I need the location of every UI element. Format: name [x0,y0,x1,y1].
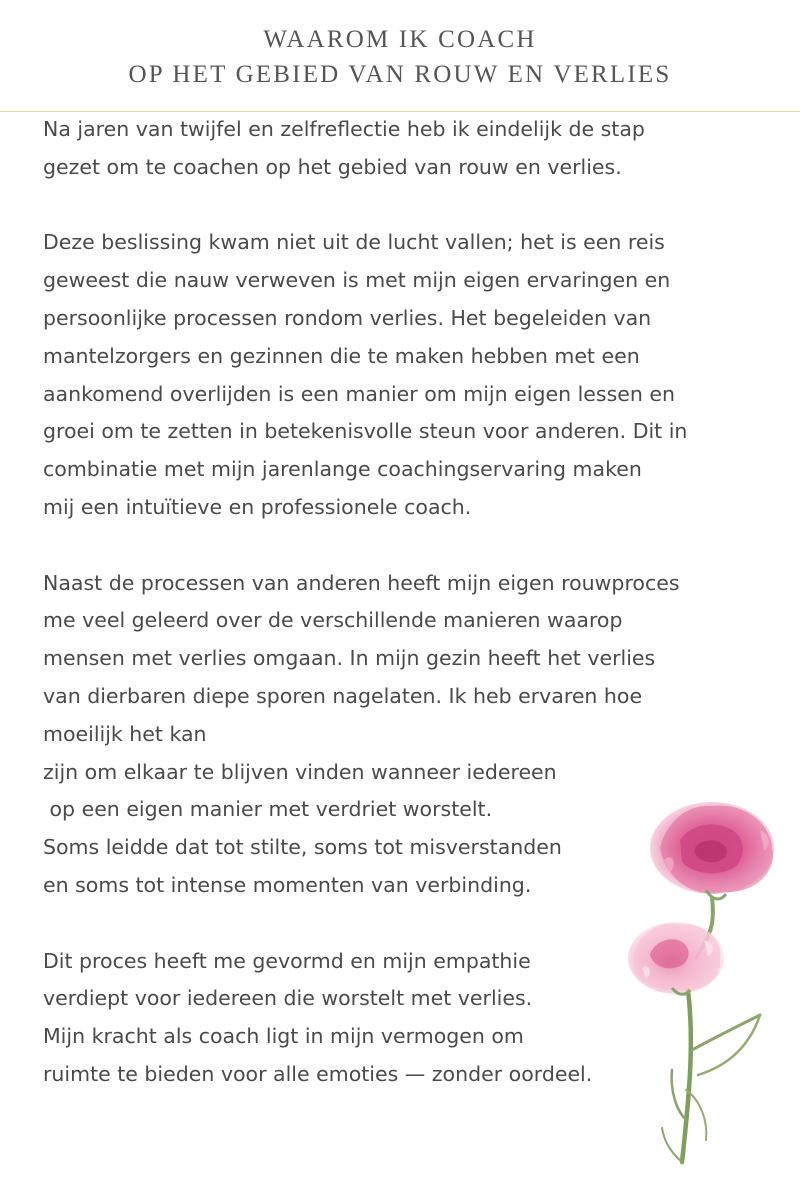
text-line: zijn om elkaar te blijven vinden wanneer iedereen [43,759,557,784]
text-line: geweest die nauw verweven is met mijn eigen ervaringen en [43,268,671,293]
text-line: en soms tot intense momenten van verbinding. [43,872,532,897]
text-line: aankomend overlijden is een manier om mijn eigen lessen en [43,381,675,406]
paragraph-1 [43,111,793,187]
paragraph-spacer [43,527,793,565]
text-line: combinatie met mijn jarenlange coachingservaring maken [43,457,642,482]
text-line: Naast de processen van anderen heeft mijn eigen rouwproces [43,570,680,595]
text-line: Dit proces heeft me gevormd en mijn empathie [43,948,531,973]
page-header [0,0,800,112]
text-line: me veel geleerd over de verschillende manieren waarop [43,608,623,633]
text-line: gezet om te coachen op het gebied van rouw en verlies. [43,154,622,179]
text-line: op een eigen manier met verdriet worstelt. [43,797,493,822]
text-line: mij een intuïtieve en professionele coach. [43,494,472,519]
text-line: van dierbaren diepe sporen nagelaten. Ik heb ervaren hoe [43,683,643,708]
page-title-line-2: OP HET GEBIED VAN ROUW EN VERLIES [128,61,672,88]
text-line: moeilijk het kan [43,721,207,746]
page-title-line-1: WAAROM IK COACH [263,26,537,53]
text-line: Soms leidde dat tot stilte, soms tot misverstanden [43,835,562,860]
carnation-flowers-icon [620,790,800,1170]
text-line: Mijn kracht als coach ligt in mijn vermogen om [43,1024,524,1049]
text-line: persoonlijke processen rondom verlies. Het begeleiden van [43,305,652,330]
text-line: mantelzorgers en gezinnen die te maken hebben met een [43,343,640,368]
text-line: verdiept voor iedereen die worstelt met verlies. [43,986,533,1011]
text-line: ruimte te bieden voor alle emoties — zonder oordeel. [43,1061,593,1086]
text-line: mensen met verlies omgaan. In mijn gezin heeft het verlies [43,646,656,671]
text-line: Deze beslissing kwam niet uit de lucht vallen; het is een reis [43,230,665,255]
text-line: groei om te zetten in betekenisvolle steun voor anderen. Dit in [43,419,688,444]
text-line: Na jaren van twijfel en zelfreflectie heb ik eindelijk de stap [43,117,645,141]
paragraph-2 [43,224,793,526]
paragraph-spacer [43,187,793,225]
